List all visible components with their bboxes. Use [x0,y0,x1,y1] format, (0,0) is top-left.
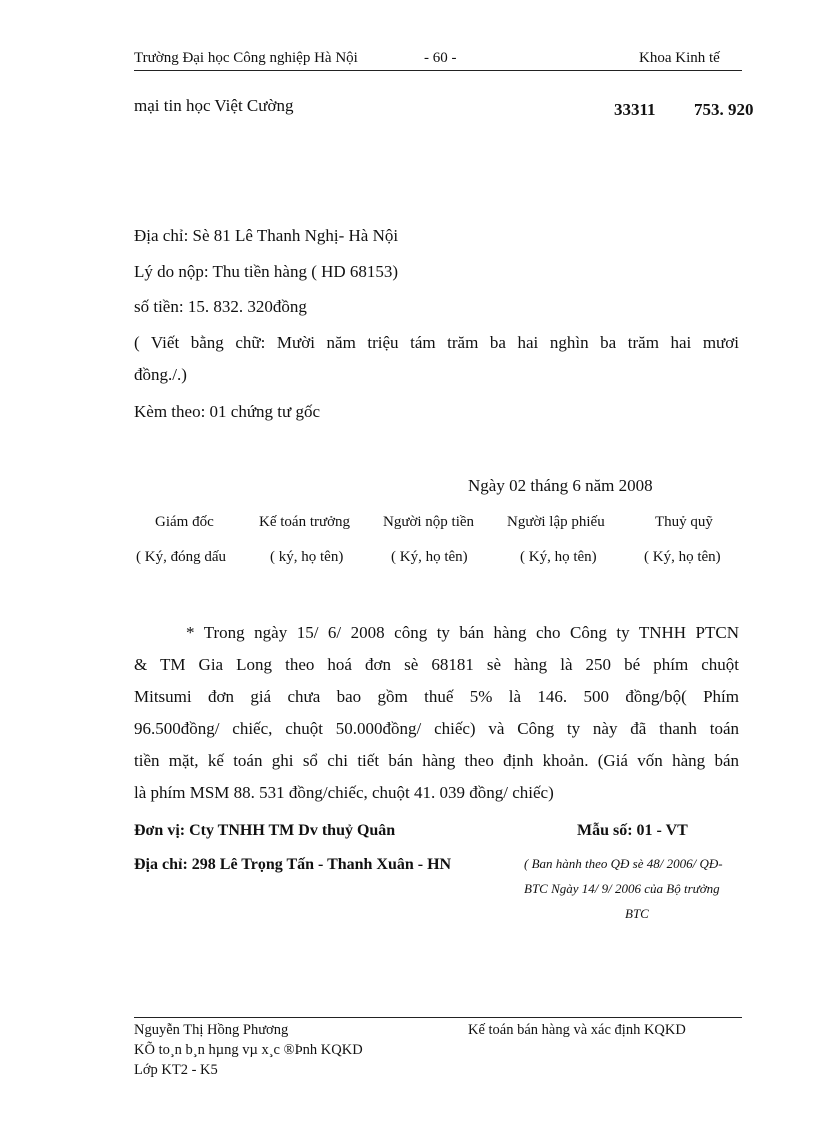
footer-topic-encoded: KÕ to¸n b¸n hµng vµ x¸c ®Þnh KQKD [134,1042,363,1058]
header-page-number: - 60 - [424,50,457,66]
decree-line: BTC Ngày 14/ 9/ 2006 của Bộ trưởng [524,881,720,896]
footer-topic: Kế toán bán hàng và xác định KQKD [468,1022,686,1038]
unit-name: Đơn vị: Cty TNHH TM Dv thuỷ Quân [134,822,396,839]
decree-line: BTC [625,906,649,921]
paragraph-line: 96.500đồng/ chiếc, chuột 50.000đồng/ chiếc) và Công ty này đã thanh toán [134,719,739,738]
signature-role: Người lập phiếu [507,514,605,530]
receipt-amount: số tiền: 15. 832. 320đồng [134,297,307,316]
signature-role: Thuỷ quỹ [655,514,713,530]
receipt-amount-in-words [134,327,739,391]
signature-note: ( Ký, đóng dấu [136,549,226,565]
signature-role: Giám đốc [155,514,214,530]
signature-note: ( Ký, họ tên) [391,549,468,565]
paragraph-line: * Trong ngày 15/ 6/ 2008 công ty bán hàng cho Công ty TNHH PTCN [186,623,739,642]
footer-rule [134,1017,742,1018]
account-amount: 753. 920 [694,100,754,119]
receipt-address: Địa chỉ: Sè 81 Lê Thanh Nghị- Hà Nội [134,226,399,245]
amount-words-line: đồng./.) [134,365,187,384]
paragraph-line: là phím MSM 88. 531 đồng/chiếc, chuột 41. 039 đồng/ chiếc) [134,783,554,802]
signature-note: ( ký, họ tên) [270,549,344,565]
signature-note: ( Ký, họ tên) [520,549,597,565]
paragraph-line: tiền mặt, kế toán ghi sổ chi tiết bán hàng theo định khoản. (Giá vốn hàng bán [134,751,739,770]
decree-line: ( Ban hành theo QĐ sè 48/ 2006/ QĐ- [524,856,723,871]
date-line: Ngày 02 tháng 6 năm 2008 [468,476,653,495]
paragraph-line: Mitsumi đơn giá chưa bao gồm thuế 5% là 146. 500 đồng/bộ( Phím [134,687,739,706]
signature-note: ( Ký, họ tên) [644,549,721,565]
signature-role: Kế toán trưởng [259,514,351,530]
header-school: Trường Đại học Công nghiệp Hà Nội [134,50,358,66]
header-rule [134,70,742,71]
footer-author: Nguyễn Thị Hồng Phương [134,1022,289,1038]
header-faculty: Khoa Kinh tế [639,50,720,66]
unit-address: Địa chỉ: 298 Lê Trọng Tấn - Thanh Xuân - HN [134,856,452,873]
form-number: Mẫu số: 01 - VT [577,822,688,839]
footer-class: Lớp KT2 - K5 [134,1062,218,1078]
receipt-attached: Kèm theo: 01 chứng tư gốc [134,402,321,421]
amount-words-line: ( Viết bằng chữ: Mười năm triệu tám trăm ba hai nghìn ba trăm hai mươi [134,333,739,352]
account-number: 33311 [614,100,656,119]
company-name-tail: mại tin học Việt Cường [134,96,294,115]
receipt-reason: Lý do nộp: Thu tiền hàng ( HD 68153) [134,262,399,281]
transaction-paragraph [134,617,739,809]
paragraph-line: & TM Gia Long theo hoá đơn sè 68181 sè hàng là 250 bé phím chuột [134,655,739,674]
signature-role: Người nộp tiền [383,514,475,530]
